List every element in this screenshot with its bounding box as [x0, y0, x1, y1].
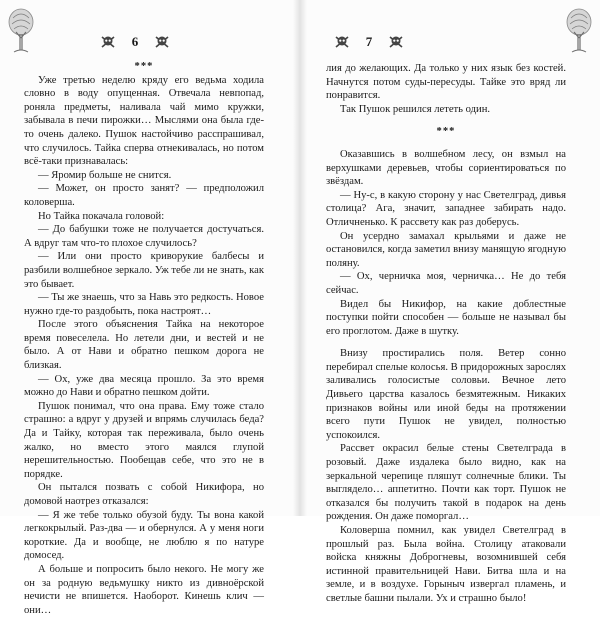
tree-ornament-icon	[8, 8, 34, 54]
paragraph: — Яромир больше не снится.	[38, 169, 172, 181]
paragraph: — Или они просто криворукие балбесы и разбили волшебное зеркало. Уж тебе ли не знать, как это бывает.	[24, 251, 264, 290]
paragraph: Видел бы Никифор, на какие доблестные поступки пойти способен — больше не называл бы его проглотом. Даже в шутку.	[326, 298, 566, 337]
skull-crossbones-icon	[100, 34, 116, 50]
paragraph: — Ты же знаешь, что за Навь это редкость. Новое нужно где-то раздобыть, пока настроят…	[24, 292, 264, 317]
paragraph: — Может, он просто занят? — предположил коловерша.	[24, 183, 264, 208]
tree-ornament-icon	[566, 8, 592, 54]
paragraph: — До бабушки тоже не получается достучаться. А вдруг там что-то плохое случилось?	[24, 224, 264, 249]
paragraph: — Ох, уже два месяца прошло. За это время можно до Нави и обратно пешком дойти.	[24, 373, 264, 399]
paragraph: Коловерша помнил, как увидел Светелград в прошлый раз. Была война. Столицу атаковали войска княжны Доброгневы, возомнившей себя истинной правительницей Нави. Битва шла и на земле, и в воздухе. Горыныч извергал пламень, и светлые башни пылали. Ух и страшно было!	[326, 525, 566, 604]
page-number: 7	[365, 34, 373, 49]
paragraph: Он пытался позвать с собой Никифора, но домовой наотрез отказался:	[24, 482, 264, 507]
paragraph: После этого объяснения Тайка на некоторое время повеселела. Но летели дни, и вестей и не было. А от Нави и обратно пешком дорога не близкая.	[24, 319, 264, 372]
page-number: 6	[131, 34, 139, 49]
paragraph: — Я же тебе только обузой буду. Ты вона какой легкокрылый. Раз-два — и обернулся. А у меня ноги короткие. Да и вообще, не люблю я по натуре домосед.	[24, 509, 264, 562]
book-gutter	[293, 0, 307, 516]
paragraph: — Ох, черничка моя, черничка… Не до тебя сейчас.	[326, 271, 566, 296]
paragraph: А больше и попросить было некого. Не могу же он за родную ведьмушку никто из дивноёрской нечисти не впишется. Наоборот. Кинешь клич — они…	[24, 563, 264, 616]
right-page	[300, 0, 600, 604]
paragraph: Оказавшись в волшебном лесу, он взмыл на верхушками деревьев, чтобы сориентироваться по звёздам.	[326, 148, 566, 188]
paragraph: Внизу простирались поля. Ветер сонно перебирал спелые колосья. В придорожных зарослях заливались голосистые соловьи. Вечное лето Дивьего царства казалось безмятежным. Никаких признаков войны или иной беды на протяжении всего пути Пушок не увидел, полностью успокоился.	[326, 348, 566, 441]
skull-crossbones-icon	[154, 34, 170, 50]
page-header	[326, 34, 446, 52]
skull-crossbones-icon	[334, 34, 350, 50]
left-page	[0, 0, 300, 616]
paragraph: Но Тайка покачала головой:	[38, 210, 165, 222]
paragraph: Он усердно замахал крыльями и даже не остановился, когда заметил внизу манящую ягодную поляну.	[326, 230, 566, 269]
right-page-text	[326, 62, 566, 606]
page-header	[92, 34, 212, 52]
section-divider: ***	[134, 61, 154, 72]
paragraph: Так Пушок решился лететь один.	[340, 103, 491, 115]
paragraph: Рассвет окрасил белые стены Светелграда в розовый. Даже издалека было видно, как на зеркальной черепице пляшут солнечные блики. Ты выглядело… аппетитно. Почти как торт. Пушок не отказался бы получить такой в подарок на день рождения. Он даже поморгал…	[326, 443, 566, 523]
paragraph: лия до желающих. Да только у них язык без костей. Начнутся потом суды-пересуды. Тайке это вряд ли понравится.	[326, 63, 566, 102]
left-page-text	[24, 60, 264, 617]
paragraph: — Ну-с, в какую сторону у нас Светелград, дивья столица? Ага, значит, западнее забирать надо. Отличненько. К рассвету как раз доберусь.	[326, 189, 566, 228]
section-divider: ***	[436, 126, 456, 138]
paragraph: Пушок понимал, что она права. Ему тоже стало страшно: а вдруг у друзей и впрямь случилась беда? Да и Тайку, которая так переживала, было очень жалко, но вместо этого маялся глупой нерешительностью. Пообещав себе, что это не в порядке.	[24, 400, 264, 480]
paragraph: Уже третью неделю кряду его ведьма ходила словно в воду опущенная. Отвечала невпопад, роняла предметы, наливала чай мимо кружки, забывала в печи пирожки… Мыслями она была где-то очень далеко. Пушок настойчиво расспрашивал, что случилось. Тайка сперва отнекивалась, но потом всё-таки признавалась:	[24, 74, 264, 168]
skull-crossbones-icon	[388, 34, 404, 50]
